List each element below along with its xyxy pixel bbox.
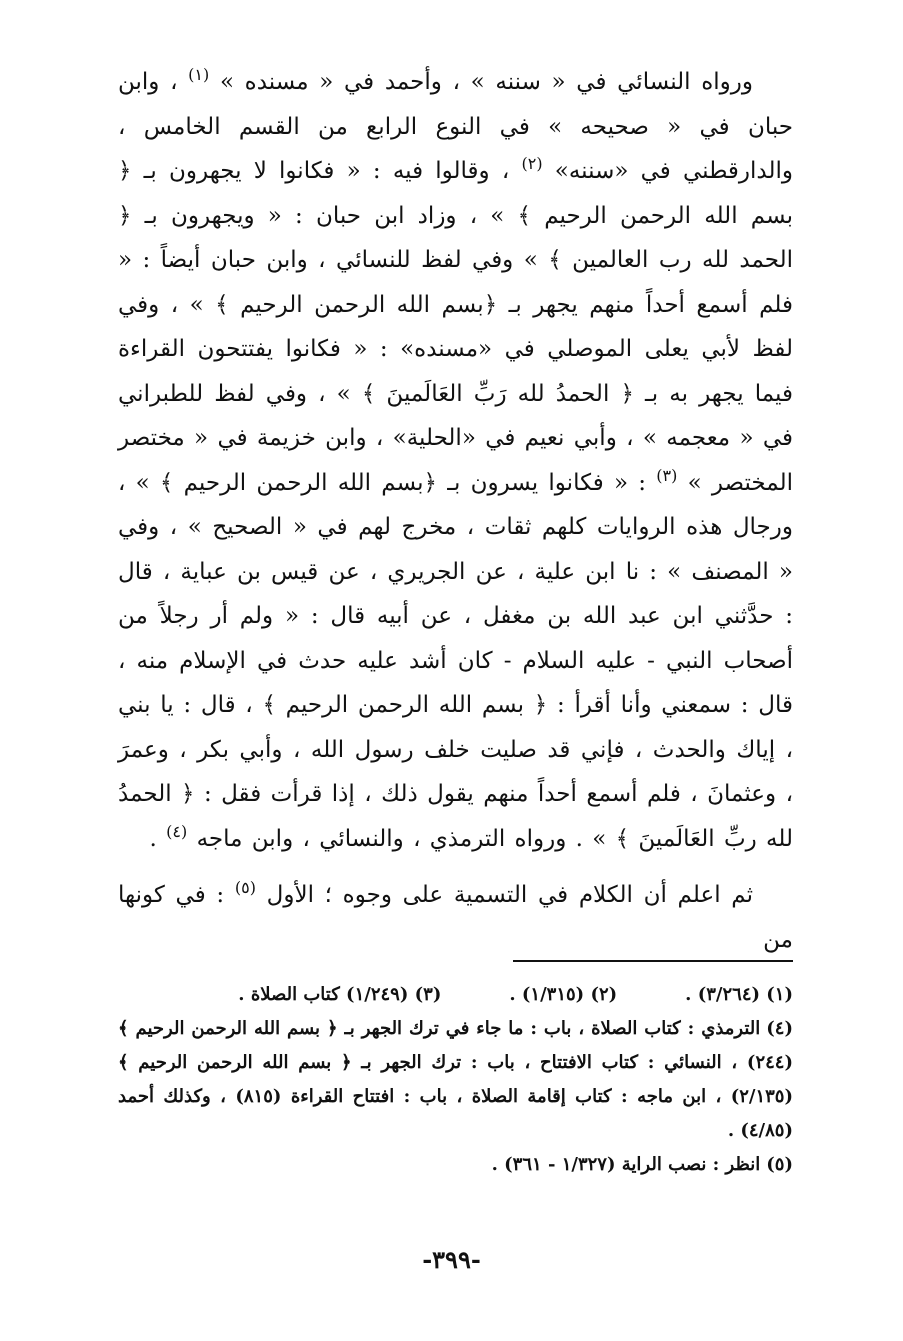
paragraph-1-part-e: .: [149, 825, 157, 852]
footnote-ref-3[interactable]: (٣): [656, 465, 678, 485]
footnote-ref-2[interactable]: (٢): [521, 154, 543, 173]
paragraph-1: [118, 60, 793, 861]
footnote-5: [118, 1148, 793, 1182]
footnote-5-text: انظر : نصب الراية (١/٣٢٧ - ٣٦١) .: [491, 1154, 761, 1175]
footnote-2: (٢) (١/٣١٥) .: [509, 984, 618, 1005]
footnote-4-number: (٤): [766, 1018, 793, 1039]
paragraph-1-part-d: : « فكانوا يسرون بـ ﴿بسم الله الرحمن الرحيم ﴾ » ، ورجال هذه الروايات كلهم ثقات ، مخرج لهم في « الصحيح » ، وفي « المصنف » : نا ابن علية ، عن الجريري ، عن قيس بن عباية ، قال : حدَّثني ابن عبد الله بن مغفل ، عن أبيه قال : « ولم أر رجلاً من أصحاب النبي - عليه السلام - كان أشد عليه حدث في الإسلام منه ، قال : سمعني وأنا أقرأ : ﴿ بسم الله الرحمن الرحيم ﴾ ، قال : يا بني ، إياك والحدث ، فإني قد صليت خلف رسول الله ، وأبي بكر ، وعمرَ ، وعثمانَ ، فلم أسمع أحداً منهم يقول ذلك ، إذا قرأت فقل : ﴿ الحمدُ لله ربِّ العَالَمينَ ﴾ » . ورواه الترمذي ، والنسائي ، وابن ماجه: [118, 469, 793, 852]
footnotes: [118, 978, 793, 1182]
footnote-1: (١) (٣/٢٦٤) .: [685, 984, 793, 1005]
paragraph-1-part-c: ، وقالوا فيه : « فكانوا لا يجهرون بـ ﴿ بسم الله الرحمن الرحيم ﴾ » ، وزاد ابن حبان : « ويجهرون بـ ﴿ الحمد لله رب العالمين ﴾ » وفي لفظ للنسائي ، وابن حبان أيضاً : « فلم أسمع أحداً منهم يجهر بـ ﴿بسم الله الرحمن الرحيم ﴾ » ، وفي لفظ لأبي يعلى الموصلي في «مسنده» : « فكانوا يفتتحون القراءة فيما يجهر به بـ ﴿ الحمدُ لله رَبِّ العَالَمينَ ﴾ » ، وفي لفظ للطبراني في « معجمه » ، وأبي نعيم في «الحلية» ، وابن خزيمة في « مختصر المختصر »: [118, 158, 793, 496]
paragraph-2-part-b: : في كونها من: [118, 882, 793, 953]
footnote-5-number: (٥): [766, 1154, 793, 1175]
paragraph-2: [118, 873, 793, 962]
paragraph-1-part-a: ورواه النسائي في « سننه » ، وأحمد في « مسنده »: [219, 69, 753, 95]
footnotes-row-1-3: [118, 978, 793, 1012]
page-number: -٣٩٩-: [422, 1245, 481, 1274]
footnote-separator: [513, 960, 793, 962]
footnote-4: [118, 1012, 793, 1148]
paragraph-2-part-a: ثم اعلم أن الكلام في التسمية على وجوه ؛ الأول: [266, 882, 753, 908]
footnote-ref-5[interactable]: (٥): [234, 878, 256, 897]
footnote-ref-4[interactable]: (٤): [166, 821, 188, 841]
footnote-ref-1[interactable]: (١): [188, 65, 210, 84]
paragraph-1-part-b: ، وابن حبان في « صحيحه » في النوع الرابع من القسم الخامس ، والدارقطني في «سننه»: [118, 69, 794, 184]
footnote-3: (٣) (١/٢٤٩) كتاب الصلاة .: [238, 984, 442, 1005]
main-text: [118, 60, 793, 962]
footnote-4-text: الترمذي : كتاب الصلاة ، باب : ما جاء في ترك الجهر بـ ﴿ بسم الله الرحمن الرحيم ﴾ (٢٤٤) ، النسائي : كتاب الافتتاح ، باب : ترك الجهر بـ ﴿ بسم الله الرحمن الرحيم ﴾ (٢/١٣٥) ، ابن ماجه : كتاب إقامة الصلاة ، باب : افتتاح القراءة (٨١٥) ، وكذلك أحمد (٤/٨٥) .: [118, 1018, 793, 1141]
